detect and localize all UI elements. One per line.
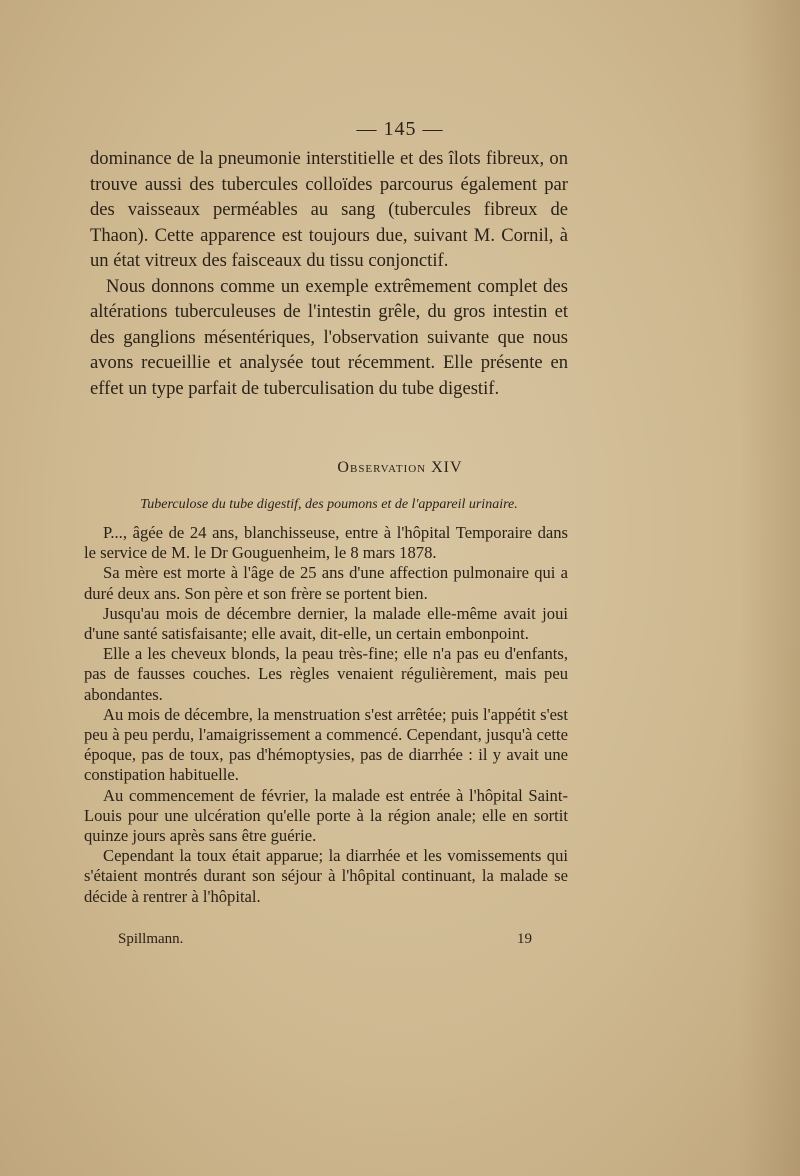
observation-title <box>0 459 800 477</box>
case-paragraph-4: Elle a les cheveux blonds, la peau très-fine; elle n'a pas eu d'enfants, pas de fausses couches. Les règles venaient régulièrement, mais peu abondantes. <box>84 644 568 704</box>
footer-signature: Spillmann. <box>118 931 184 947</box>
intro-paragraph-2: Nous donnons comme un exemple extrêmement complet des altérations tuberculeuses de l'intestin grêle, du gros intestin et des ganglions mésentériques, l'observation suivante que nous avons recueillie et analysée tout récemment. Elle présente en effet un type parfait de tuberculisation du tube digestif. <box>90 275 568 399</box>
intro-paragraph-1: dominance de la pneumonie interstitielle et des îlots fibreux, on trouve aussi des tubercules colloïdes parcourus également par des vaisseaux perméables au sang (tubercules fibreux de Thaon). Cette apparence est toujours due, suivant M. Cornil, à un état vitreux des faisceaux du tissu conjonctif. <box>90 148 568 271</box>
footer-signature-number: 19 <box>517 931 532 947</box>
page-number: — 145 — <box>356 118 444 140</box>
case-paragraph-3: Jusqu'au mois de décembre dernier, la malade elle-même avait joui d'une santé satisfaisante; elle avait, dit-elle, un certain embonpoint. <box>84 603 568 644</box>
observation-title-text: Observation XIV <box>337 459 463 476</box>
case-paragraph-7: Cependant la toux était apparue; la diarrhée et les vomissements qui s'étaient montrés durant son séjour à l'hôpital continuant, la malade se décide à rentrer à l'hôpital. <box>84 846 568 906</box>
observation-subtitle: Tuberculose du tube digestif, des poumons et de l'appareil urinaire. <box>140 497 518 512</box>
intro-text <box>90 146 568 401</box>
case-paragraph-6: Au commencement de février, la malade est entrée à l'hôpital Saint-Louis pour une ulcération qu'elle porte à la région anale; elle en sortit quinze jours après sans être guérie. <box>84 785 568 846</box>
case-paragraph-5: Au mois de décembre, la menstruation s'est arrêtée; puis l'appétit s'est peu à peu perdu, l'amaigrissement a commencé. Cependant, jusqu'à cette époque, pas de toux, pas d'hémoptysies, pas de diarrhée : il y avait une constipation habituelle. <box>84 704 568 785</box>
case-paragraph-1: P..., âgée de 24 ans, blanchisseuse, entre à l'hôpital Temporaire dans le service de M. le Dr Gouguenheim, le 8 mars 1878. <box>84 523 568 563</box>
page-edge-shadow <box>740 0 800 1176</box>
page-footer <box>118 931 532 948</box>
case-report-text <box>84 523 568 907</box>
case-paragraph-2: Sa mère est morte à l'âge de 25 ans d'une affection pulmonaire qui a duré deux ans. Son père et son frère se portent bien. <box>84 563 568 603</box>
